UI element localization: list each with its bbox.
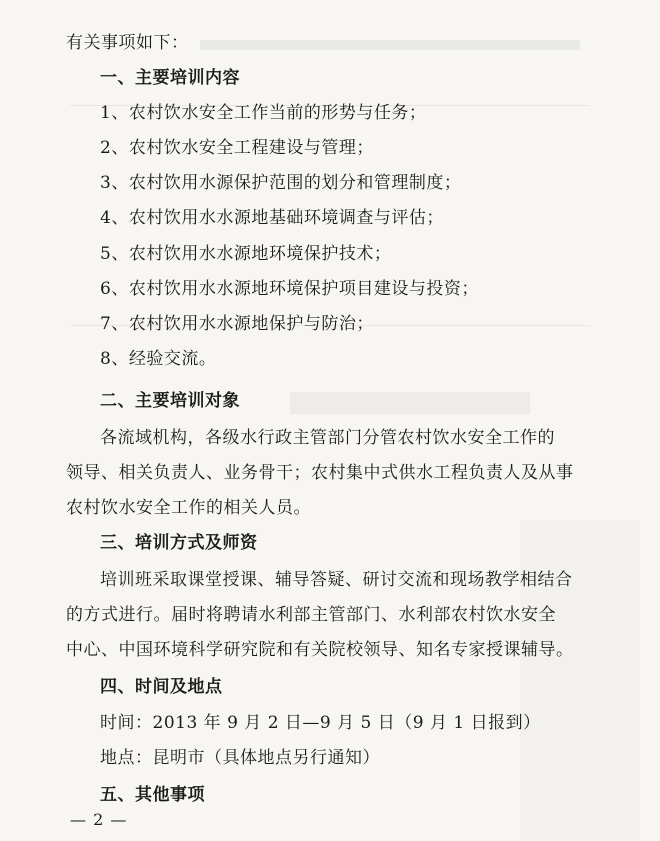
- content-item: 2、农村饮水安全工程建设与管理；: [100, 138, 374, 158]
- method-paragraph-line: 培训班采取课堂授课、辅导答疑、研讨交流和现场教学相结合: [100, 570, 573, 590]
- section-heading-method: 三、培训方式及师资: [100, 533, 258, 553]
- page-number: — 2 —: [70, 810, 128, 829]
- method-paragraph-line: 的方式进行。届时将聘请水利部主管部门、水利部农村饮水安全: [66, 605, 556, 625]
- audience-paragraph-line: 领导、相关负责人、业务骨干；农村集中式供水工程负责人及从事: [66, 463, 574, 483]
- section-heading-content: 一、主要培训内容: [100, 68, 240, 88]
- content-item: 6、农村饮用水水源地环境保护项目建设与投资；: [100, 279, 479, 299]
- time-line: 时间：2013 年 9 月 2 日—9 月 5 日（9 月 1 日报到）: [100, 713, 541, 733]
- place-line: 地点：昆明市（具体地点另行通知）: [100, 748, 380, 768]
- audience-paragraph-line: 农村饮水安全工作的相关人员。: [66, 498, 311, 518]
- content-item: 7、农村饮用水水源地保护与防治；: [100, 314, 374, 334]
- content-item: 8、经验交流。: [100, 349, 217, 369]
- intro-text: 有关事项如下：: [66, 33, 189, 53]
- section-heading-other: 五、其他事项: [100, 785, 205, 805]
- audience-paragraph-line: 各流域机构，各级水行政主管部门分管农村饮水安全工作的: [100, 428, 555, 448]
- content-item: 1、农村饮水安全工作当前的形势与任务；: [100, 103, 427, 123]
- section-heading-audience: 二、主要培训对象: [100, 391, 240, 411]
- content-item: 3、农村饮用水源保护范围的划分和管理制度；: [100, 173, 462, 193]
- section-heading-time-place: 四、时间及地点: [100, 677, 223, 697]
- content-item: 5、农村饮用水水源地环境保护技术；: [100, 244, 392, 264]
- content-item: 4、农村饮用水水源地基础环境调查与评估；: [100, 208, 444, 228]
- method-paragraph-line: 中心、中国环境科学研究院和有关院校领导、知名专家授课辅导。: [66, 640, 574, 660]
